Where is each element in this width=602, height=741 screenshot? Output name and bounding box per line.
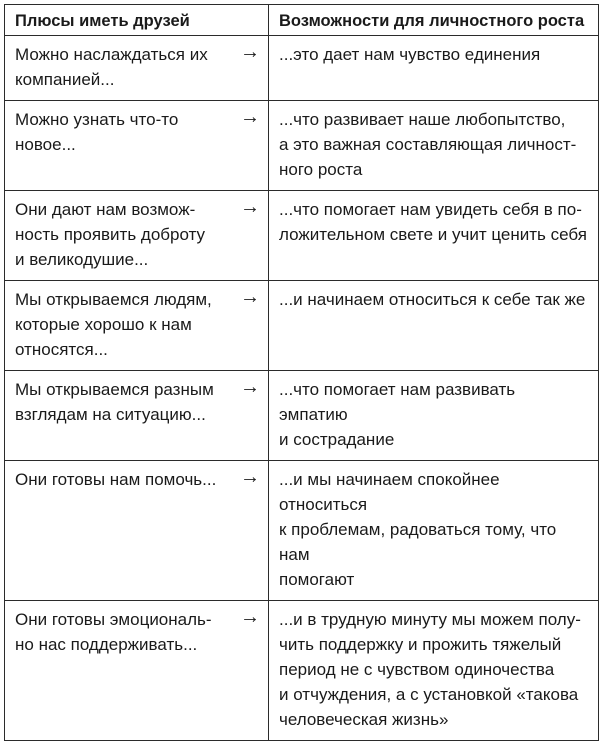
- benefit-cell: [5, 281, 269, 371]
- table-row: [5, 371, 599, 461]
- benefit-text: Можно узнать что-то новое...: [15, 110, 179, 154]
- growth-cell: [269, 101, 599, 191]
- header-growth-opportunities: Возможности для личностного роста: [269, 5, 599, 36]
- benefit-cell: [5, 191, 269, 281]
- growth-cell: [269, 36, 599, 101]
- table-header-row: [5, 5, 599, 36]
- table-row: [5, 101, 599, 191]
- header-benefits: Плюсы иметь друзей: [5, 5, 269, 36]
- arrow-icon: →: [240, 41, 260, 63]
- growth-cell: [269, 191, 599, 281]
- growth-cell: [269, 281, 599, 371]
- growth-cell: [269, 371, 599, 461]
- arrow-icon: →: [240, 466, 260, 488]
- table-row: [5, 36, 599, 101]
- growth-text: ...и в трудную минуту мы можем полу- чить поддержку и прожить тяжелый период не с чувством одиночества и отчуждения, а с установкой «такова человеческая жизнь»: [279, 610, 581, 729]
- growth-text: ...и мы начинаем спокойнее относиться к проблемам, радоваться тому, что нам помогают: [279, 470, 557, 589]
- benefit-text: Они готовы эмоциональ- но нас поддерживать...: [15, 610, 212, 654]
- growth-cell: [269, 461, 599, 601]
- growth-cell: [269, 601, 599, 741]
- table-row: [5, 601, 599, 741]
- growth-text: ...что помогает нам развивать эмпатию и сострадание: [279, 380, 516, 449]
- table-row: [5, 191, 599, 281]
- table-row: [5, 461, 599, 601]
- arrow-icon: →: [240, 376, 260, 398]
- benefit-text: Они готовы нам помочь...: [15, 470, 217, 489]
- table-body: [5, 36, 599, 741]
- table-row: [5, 281, 599, 371]
- benefit-cell: [5, 601, 269, 741]
- arrow-icon: →: [240, 606, 260, 628]
- benefit-cell: [5, 461, 269, 601]
- growth-text: ...и начинаем относиться к себе так же: [279, 290, 586, 309]
- benefit-text: Мы открываемся людям, которые хорошо к нам относятся...: [15, 290, 212, 359]
- arrow-icon: →: [240, 106, 260, 128]
- friends-growth-table: [4, 4, 599, 741]
- benefit-text: Мы открываемся разным взглядам на ситуацию...: [15, 380, 214, 424]
- arrow-icon: →: [240, 286, 260, 308]
- benefit-cell: [5, 371, 269, 461]
- growth-text: ...это дает нам чувство единения: [279, 45, 541, 64]
- growth-text: ...что развивает наше любопытство, а это важная составляющая личност- ного роста: [279, 110, 577, 179]
- benefit-cell: [5, 101, 269, 191]
- benefit-cell: [5, 36, 269, 101]
- benefit-text: Они дают нам возмож- ность проявить доброту и великодушие...: [15, 200, 206, 269]
- growth-text: ...что помогает нам увидеть себя в по- ложительном свете и учит ценить себя: [279, 200, 587, 244]
- arrow-icon: →: [240, 196, 260, 218]
- benefit-text: Можно наслаждаться их компанией...: [15, 45, 208, 89]
